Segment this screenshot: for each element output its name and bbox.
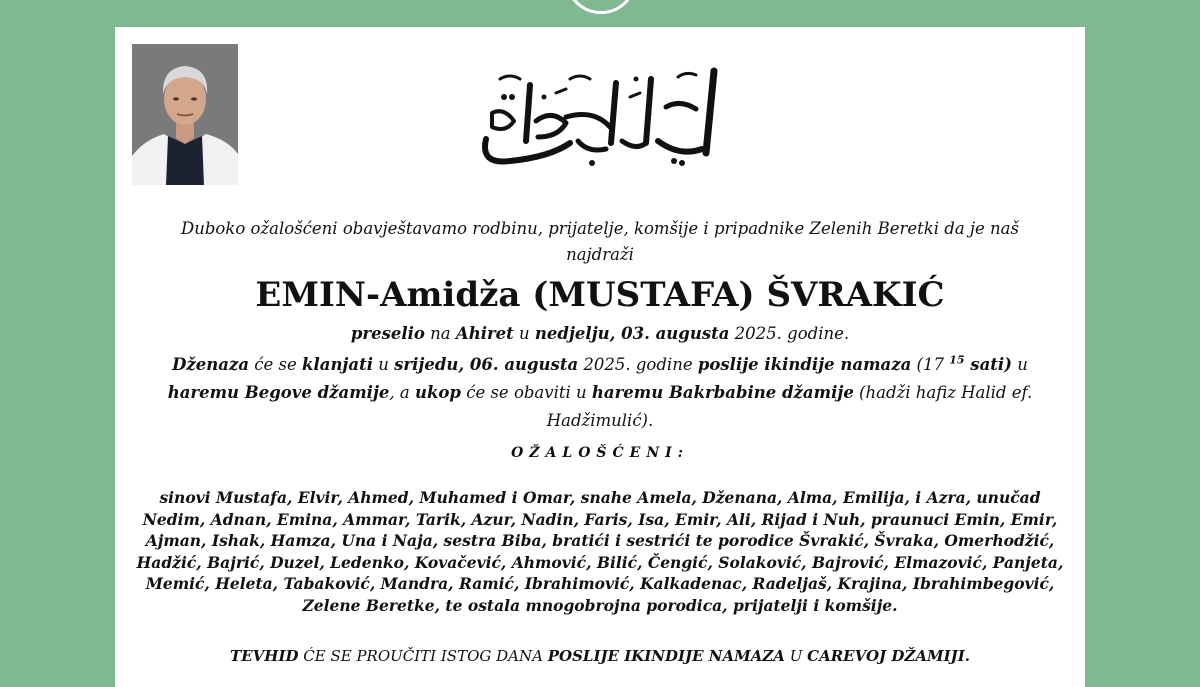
obituary-card [115,27,1085,687]
tevhid-notice: TEVHID ĆE SE PROUČITI ISTOG DANA POSLIJE IKINDIJE NAMAZA U CAREVOJ DŽAMIJI. [230,647,970,665]
deceased-name: EMIN-Amidža (MUSTAFA) ŠVRAKIĆ [255,275,945,315]
mourners-heading: OŽALOŠĆENI: [511,445,689,461]
funeral-details: Dženaza će se klanjati u srijedu, 06. augusta 2025. godine poslije ikindije namaza (17 $^{15}$ sati) u haremu Begove džamije, a ukop će se obaviti u haremu Bakrbabine džamije (hadži hafiz Halid ef. Hadžimulić). [167,353,1033,430]
mourners-list: sinovi Mustafa, Elvir, Ahmed, Muhamed i Omar, snahe Amela, Dženana, Alma, Emilija, i Azra, unučad Nedim, Adnan, Emina, Ammar, Tarik, Azur, Nadin, Faris, Isa, Emir, Ali, Rijad i Nuh, praunuci Emin, Emir, Ajman, Ishak, Hamza, Una i Naja, sestra Biba, bratići i sestrići te porodice Švrakić, Švraka, Omerhodžić, Hadžić, Bajrić, Duzel, Ledenko, Kovačević, Ahmović, Bilić, Čengić, Solaković, Bajrović, Elmazović, Panjeta, Memić, Heleta, Tabaković, Mandra, Ramić, Ibrahimović, Kalkadenac, Radeljaš, Krajina, Ibrahimbegović, Zelene Beretke, te ostala mnogobrojna porodica, prijatelji i komšije. [136,488,1064,615]
death-announcement: preselio na Ahiret u nedjelju, 03. augusta 2025. godine. [350,324,850,343]
arabic-calligraphy-logo [470,57,730,177]
intro-text: Duboko ožalošćeni obavještavamo rodbinu, prijatelje, komšije i pripadnike Zelenih Beretki da je naš najdraži [181,219,1019,264]
logo-circle-icon [565,0,637,14]
deceased-photo [132,44,238,185]
